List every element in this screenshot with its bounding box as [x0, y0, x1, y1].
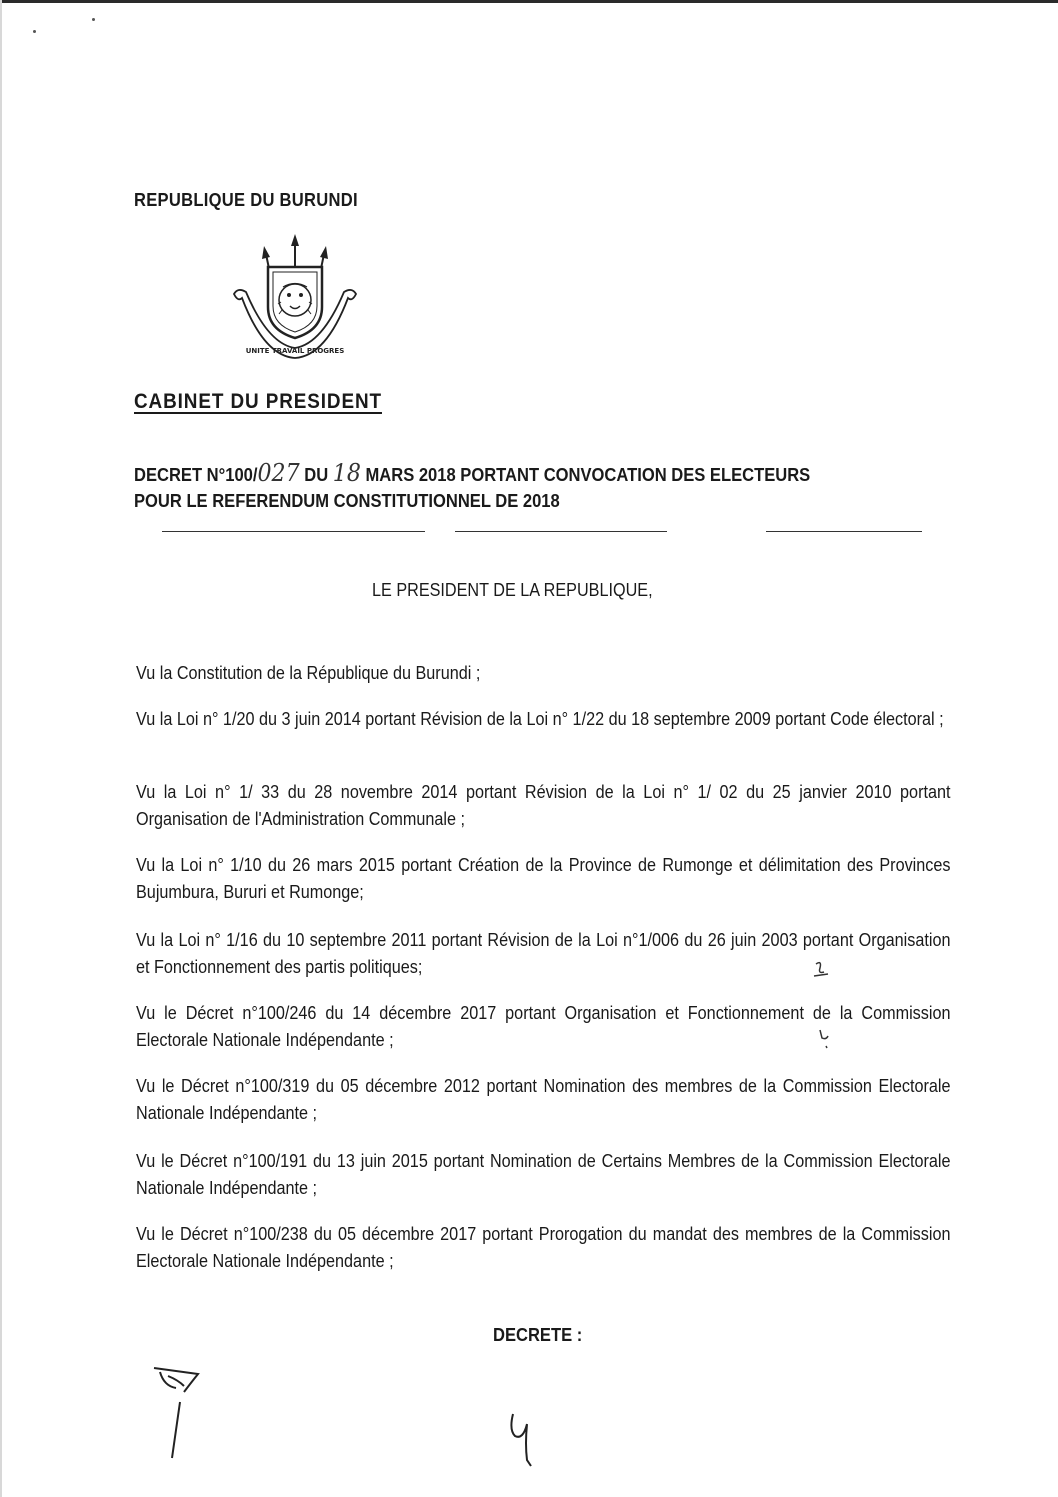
visa-paragraph: Vu la Loi n° 1/10 du 26 mars 2015 portant Création de la Province de Rumonge et délimitation des Provinces Bujumbura, Bururi et Rumonge;: [136, 855, 951, 902]
coat-of-arms-emblem: [228, 232, 363, 362]
president-heading: LE PRESIDENT DE LA REPUBLIQUE,: [372, 580, 653, 600]
republic-header: REPUBLIQUE DU BURUNDI: [134, 190, 358, 210]
scan-speck: [92, 18, 95, 21]
visa-paragraph: Vu le Décret n°100/191 du 13 juin 2015 portant Nomination de Certains Membres de la Commission Electorale Nationale Indépendante ;: [136, 1151, 951, 1198]
svg-text:UNITE TRAVAIL PROGRES: UNITE TRAVAIL PROGRES: [245, 347, 345, 355]
cabinet-heading: CABINET DU PRESIDENT: [134, 390, 382, 413]
visa-paragraph: Vu le Décret n°100/319 du 05 décembre 2012 portant Nomination des membres de la Commission Electorale Nationale Indépendante ;: [136, 1076, 951, 1123]
visa-paragraph: Vu la Loi n° 1/16 du 10 septembre 2011 portant Révision de la Loi n°1/006 du 26 juin 2003 portant Organisation et Fonctionnement des partis politiques;: [136, 930, 951, 977]
title-rule: [455, 531, 667, 532]
title-rule: [162, 531, 425, 532]
scan-left-edge: [0, 0, 2, 1497]
visa-paragraph: Vu la Loi n° 1/20 du 3 juin 2014 portant Révision de la Loi n° 1/22 du 18 septembre 2009 portant Code électoral ;: [136, 709, 944, 729]
scan-top-border: [0, 0, 1058, 3]
title-rule: [766, 531, 922, 532]
visa-paragraph: Vu la Loi n° 1/ 33 du 28 novembre 2014 portant Révision de la Loi n° 1/ 02 du 25 janvier 2010 portant Organisation de l'Administration Communale ;: [136, 782, 951, 829]
margin-initial-mark: [810, 958, 834, 982]
title-part3: MARS 2018 PORTANT CONVOCATION DES ELECTEURS: [360, 465, 811, 485]
title-part1: DECRET N°100/: [134, 465, 258, 485]
handwritten-day: 18: [332, 459, 361, 487]
decrete-heading: DECRETE :: [493, 1325, 583, 1345]
title-line2: POUR LE REFERENDUM CONSTITUTIONNEL DE 2018: [134, 491, 560, 511]
visa-paragraph: Vu la Constitution de la République du Burundi ;: [136, 663, 481, 683]
scan-speck: [33, 30, 36, 33]
decree-title: [134, 460, 944, 514]
visa-paragraph: Vu le Décret n°100/238 du 05 décembre 2017 portant Prorogation du mandat des membres de la Commission Electorale Nationale Indépendante ;: [136, 1224, 951, 1271]
margin-initial-mark: [812, 1026, 836, 1050]
title-part2: DU: [299, 465, 333, 485]
visa-paragraph: Vu le Décret n°100/246 du 14 décembre 2017 portant Organisation et Fonctionnement de la Commission Electorale Nationale Indépendante ;: [136, 1003, 951, 1050]
handwritten-page-initial: [505, 1410, 535, 1470]
handwritten-initials-signature: [150, 1362, 210, 1462]
handwritten-decree-number: 027: [257, 459, 300, 487]
